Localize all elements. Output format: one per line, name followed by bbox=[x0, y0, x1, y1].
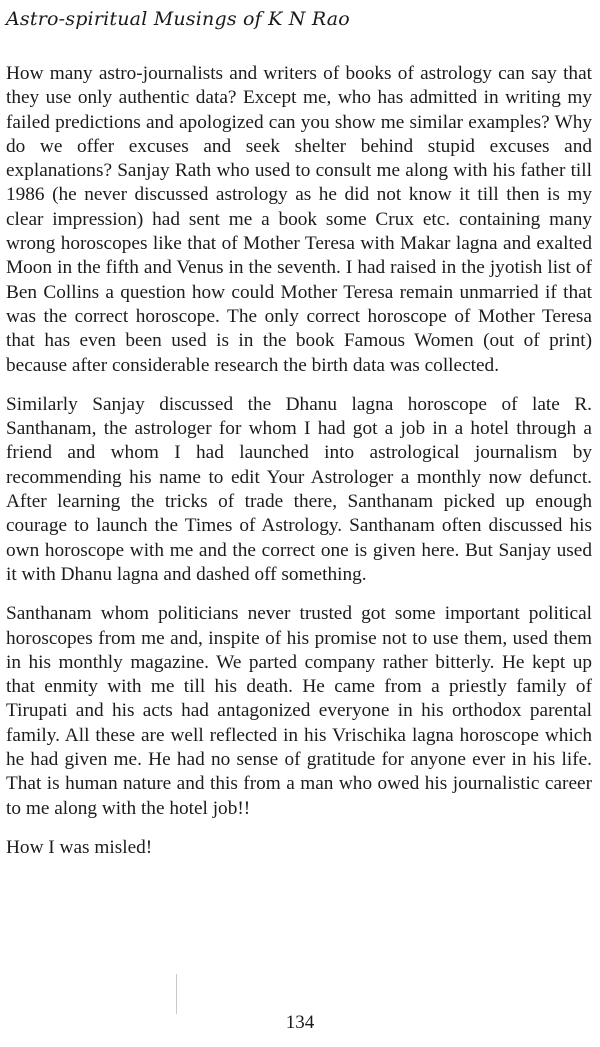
paragraph-santhanam-enmity: Santhanam whom politicians never trusted got some important political horoscopes from me and, inspite of his promise not to use them, used them in his monthly magazine. We parted company rather bitterly. He kept up that enmity with me till his death. He came from a priestly family of Tirupati and his acts had antagonized everyone in his orthodox parental family. All these are well reflected in his Vrischika lagna horoscope which he had given me. He had no sense of gratitude for anyone ever in his life. That is human nature and this from a man who owed his journalistic career to me along with the hotel job!! bbox=[6, 603, 592, 819]
body-text bbox=[6, 62, 592, 875]
paragraph-closing: How I was misled! bbox=[6, 836, 153, 858]
scan-artifact-line bbox=[176, 974, 177, 1014]
paragraph-authentic-data: How many astro-journalists and writers of books of astrology can say that they use only authentic data? Except me, who has admitted in writing my failed predictions and apologized can you show me similar examples? Why do we offer excuses and seek shelter behind stupid excuses and explanations? Sanjay Rath who used to consult me along with his father till 1986 (he never discussed astrology as he did not know it till then is my clear impression) had sent me a book some Crux etc. containing many wrong horoscopes like that of Mother Teresa with Makar lagna and exalted Moon in the fifth and Venus in the seventh. I had raised in the jyotish list of Ben Collins a question how could Mother Teresa remain unmarried if that was the correct horoscope. The only correct horoscope of Mother Teresa that has even been used is in the book Famous Women (out of print) because after considerable research the birth data was collected. bbox=[6, 63, 592, 376]
page-number: 134 bbox=[285, 1012, 315, 1033]
paragraph-santhanam-horoscope: Similarly Sanjay discussed the Dhanu lagna horoscope of late R. Santhanam, the astrologer for whom I had got a job in a hotel through a friend and whom I had launched into astrological journalism by recommending his name to edit Your Astrologer a monthly now defunct. After learning the tricks of trade there, Santhanam picked up enough courage to launch the Times of Astrology. Santhanam often discussed his own horoscope with me and the correct one is given here. But Sanjay used it with Dhanu lagna and dashed off something. bbox=[6, 393, 592, 585]
running-head: Astro-spiritual Musings of K N Rao bbox=[6, 8, 350, 30]
